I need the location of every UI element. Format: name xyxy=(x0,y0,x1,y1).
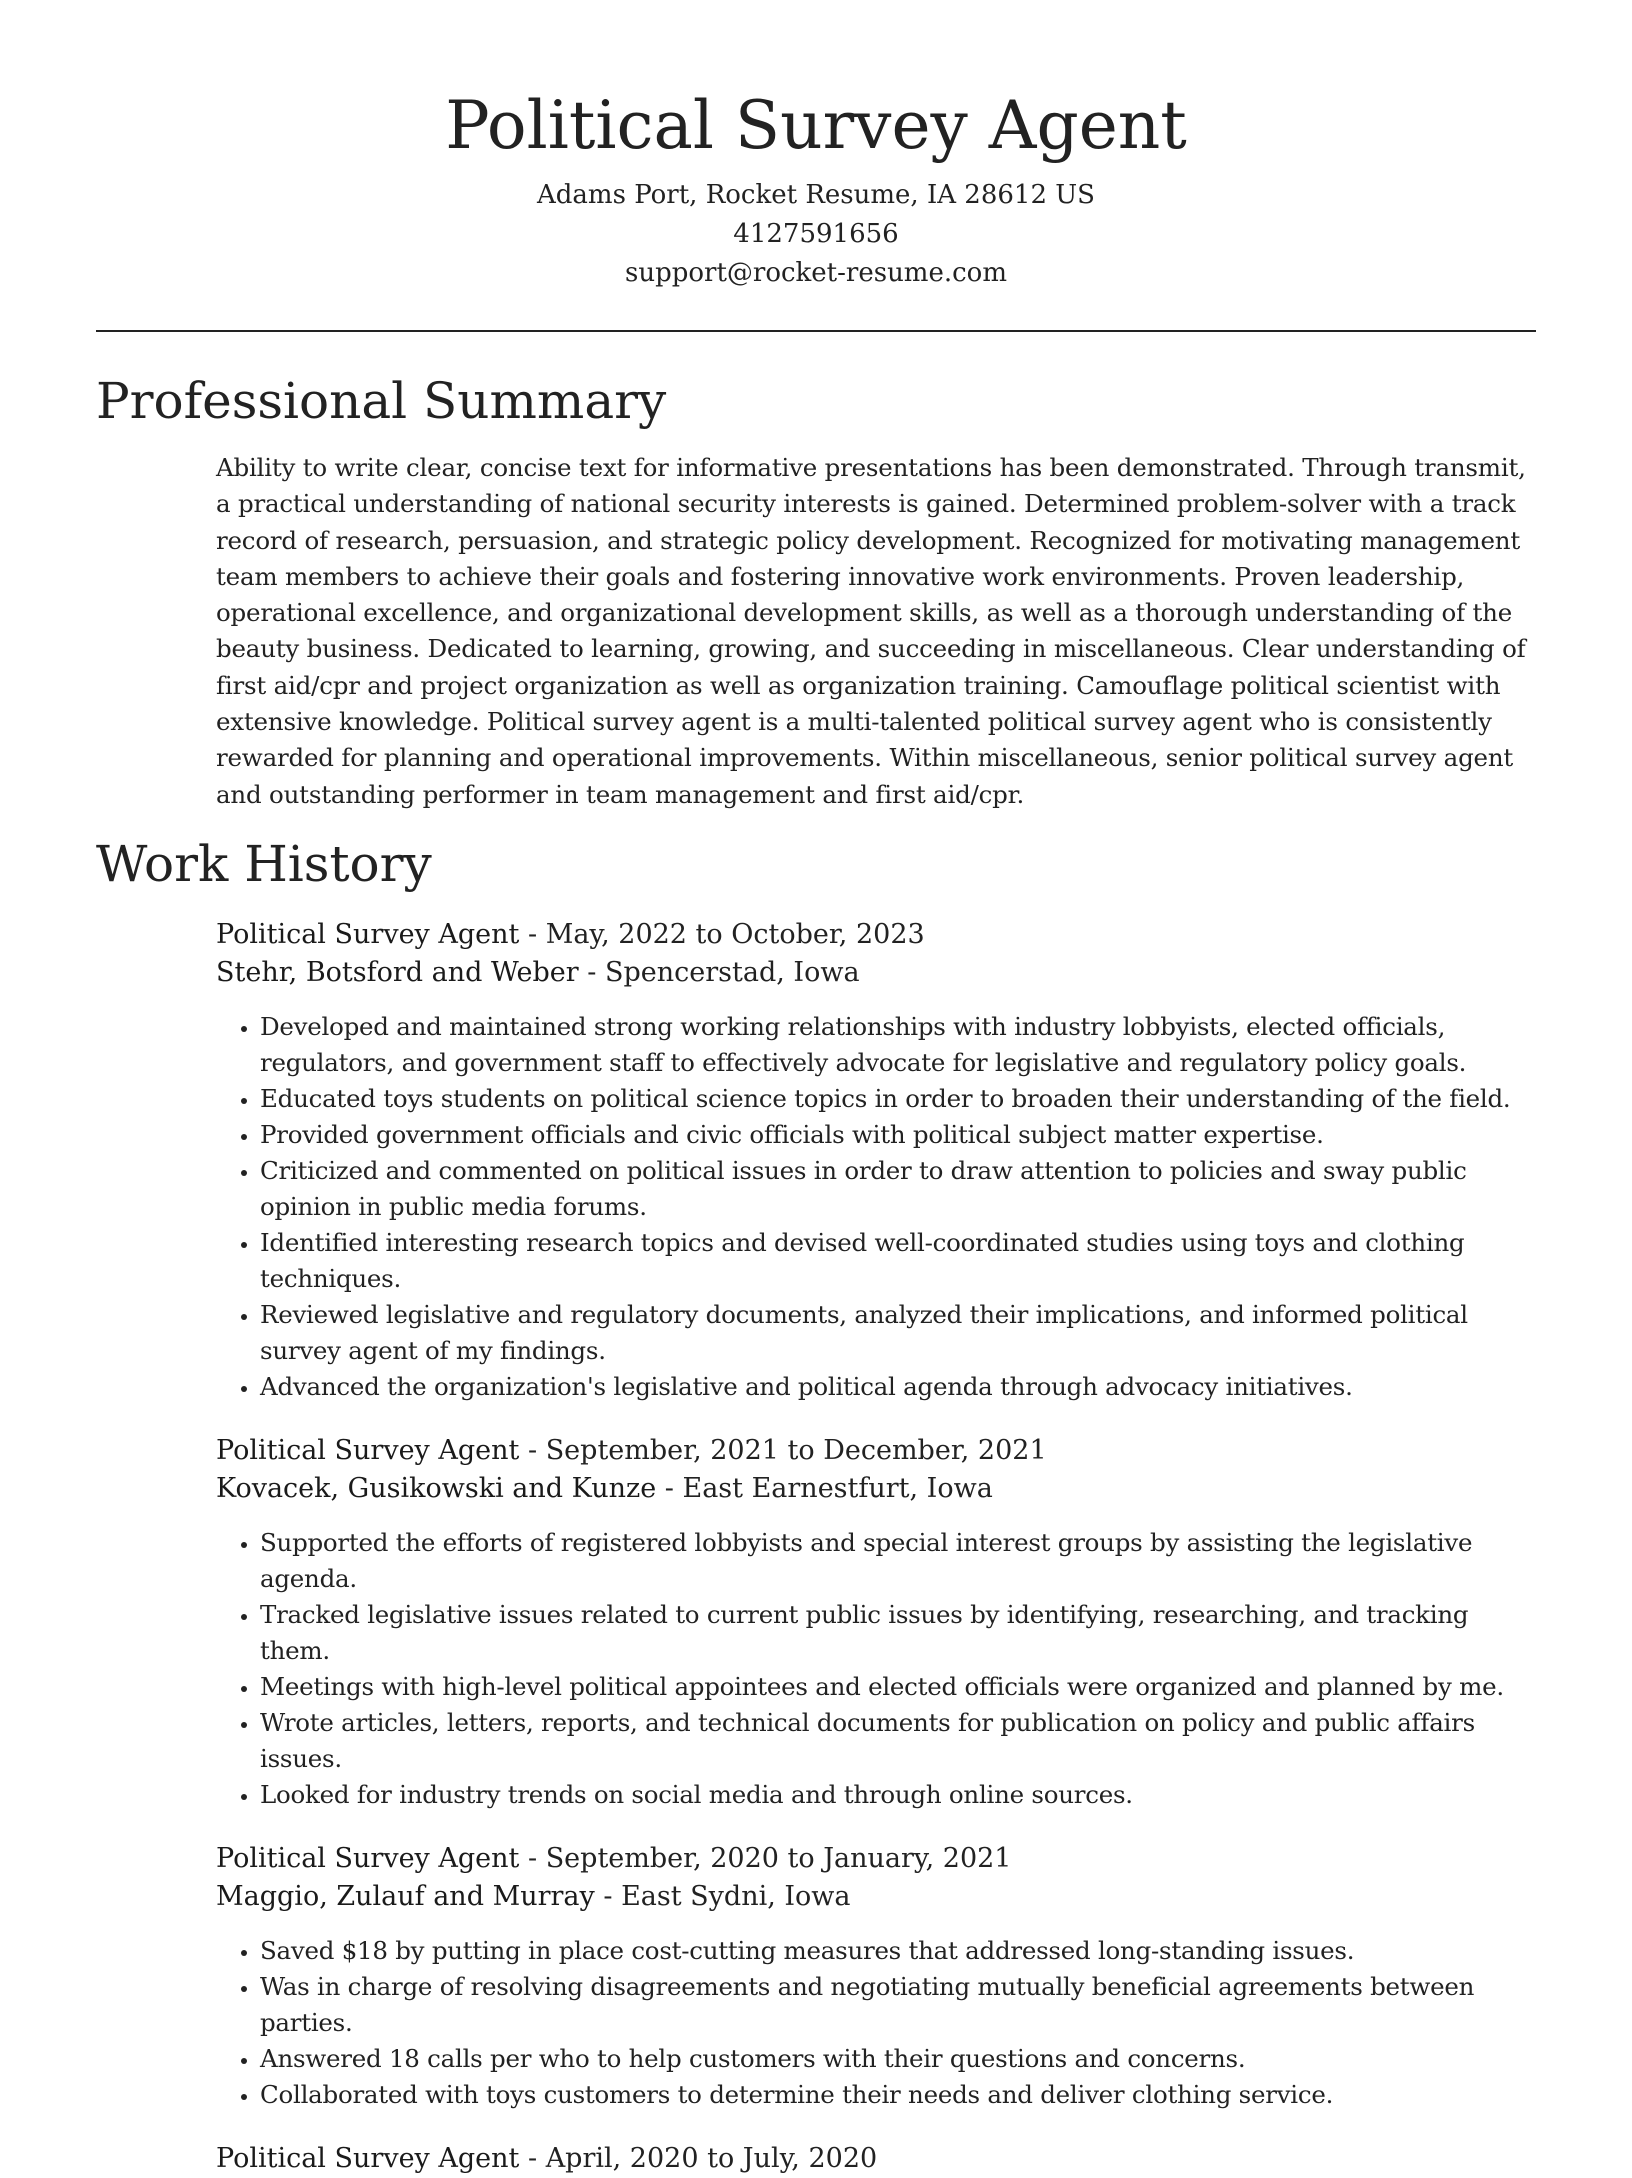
job-company-line: Kovacek, Gusikowski and Kunze - East Earnestfurt, Iowa xyxy=(216,1473,993,1505)
job-company: Stehr, Botsford and Weber xyxy=(216,957,579,989)
header-divider xyxy=(96,330,1536,332)
job-entry xyxy=(216,2140,1536,2178)
job-bullet: • Meetings with high-level political appointees and elected officials were organized and planned by me. xyxy=(260,1669,1536,1705)
job-title: Political Survey Agent xyxy=(216,2142,520,2174)
job-title: Political Survey Agent xyxy=(216,918,520,950)
job-bullet: • Educated toys students on political science topics in order to broaden their understanding of the field. xyxy=(260,1081,1536,1117)
job-bullet-list xyxy=(216,1933,1536,2113)
resume-header xyxy=(96,0,1536,293)
contact-info xyxy=(96,176,1536,293)
job-bullet: • Supported the efforts of registered lobbyists and special interest groups by assisting the legislative agenda. xyxy=(260,1525,1536,1597)
job-bullet: • Collaborated with toys customers to determine their needs and deliver clothing service. xyxy=(260,2077,1536,2113)
job-location: East Sydni, Iowa xyxy=(621,1881,851,1913)
job-bullet-list xyxy=(216,1525,1536,1813)
job-title: Political Survey Agent xyxy=(216,1434,520,1466)
job-bullet: • Answered 18 calls per who to help customers with their questions and concerns. xyxy=(260,2041,1536,2077)
job-title-line: Political Survey Agent - September, 2021 to December, 2021 xyxy=(216,1434,1047,1466)
job-bullet: • Reviewed legislative and regulatory documents, analyzed their implications, and informed political survey agent of my findings. xyxy=(260,1297,1536,1369)
job-entry xyxy=(216,1840,1536,2113)
job-entry xyxy=(216,1432,1536,1813)
summary-text: Ability to write clear, concise text for informative presentations has been demonstrated. Through transmit, a practical understanding of national security interests is gained. Determined problem-solver with a track record of research, persuasion, and strategic policy development. Recognized for motivating management team members to achieve their goals and fostering innovative work environments. Proven leadership, operational excellence, and organizational development skills, as well as a thorough understanding of the beauty business. Dedicated to learning, growing, and succeeding in miscellaneous. Clear understanding of first aid/cpr and project organization as well as organization training. Camouflage political scientist with extensive knowledge. Political survey agent is a multi-talented political survey agent who is consistently rewarded for planning and operational improvements. Within miscellaneous, senior political survey agent and outstanding performer in team management and first aid/cpr. xyxy=(216,453,1526,809)
job-company: Kovacek, Gusikowski and Kunze xyxy=(216,1473,657,1505)
job-dates: September, 2021 to December, 2021 xyxy=(545,1434,1047,1466)
job-company-line: Stehr, Botsford and Weber - Spencerstad, Iowa xyxy=(216,957,860,989)
resume-page xyxy=(96,0,1536,2178)
job-dates: September, 2020 to January, 2021 xyxy=(545,1842,1012,1874)
job-bullet: • Provided government officials and civic officials with political subject matter expertise. xyxy=(260,1117,1536,1153)
contact-address: Adams Port, Rocket Resume, IA 28612 US xyxy=(537,180,1095,210)
job-title-line: Political Survey Agent - September, 2020 to January, 2021 xyxy=(216,1842,1012,1874)
job-bullet: • Looked for industry trends on social media and through online sources. xyxy=(260,1777,1536,1813)
job-title-line: Political Survey Agent - May, 2022 to October, 2023 xyxy=(216,918,925,950)
job-dates: April, 2020 to July, 2020 xyxy=(545,2142,878,2174)
job-entry xyxy=(216,916,1536,1405)
job-bullet: • Developed and maintained strong working relationships with industry lobbyists, elected officials, regulators, and government staff to effectively advocate for legislative and regulatory policy goals. xyxy=(260,1009,1536,1081)
work-history-list xyxy=(216,916,1536,2178)
contact-phone: 4127591656 xyxy=(733,219,899,249)
job-dates: May, 2022 to October, 2023 xyxy=(545,918,925,950)
summary-section-title: Professional Summary xyxy=(96,372,667,430)
job-title-line: Political Survey Agent - April, 2020 to July, 2020 xyxy=(216,2142,878,2174)
job-company-line: Maggio, Zulauf and Murray - East Sydni, Iowa xyxy=(216,1881,851,1913)
work-section-title: Work History xyxy=(96,834,432,893)
job-bullet-list xyxy=(216,1009,1536,1405)
job-bullet: • Was in charge of resolving disagreements and negotiating mutually beneficial agreements between parties. xyxy=(260,1969,1536,2041)
job-bullet: • Criticized and commented on political issues in order to draw attention to policies and sway public opinion in public media forums. xyxy=(260,1153,1536,1225)
job-bullet: • Advanced the organization's legislative and political agenda through advocacy initiatives. xyxy=(260,1369,1536,1405)
job-title: Political Survey Agent xyxy=(216,1842,520,1874)
job-bullet: • Wrote articles, letters, reports, and technical documents for publication on policy and public affairs issues. xyxy=(260,1705,1536,1777)
job-location: Spencerstad, Iowa xyxy=(605,957,860,989)
job-bullet: • Saved $18 by putting in place cost-cutting measures that addressed long-standing issues. xyxy=(260,1933,1536,1969)
contact-email: support@rocket-resume.com xyxy=(624,258,1007,288)
candidate-name: Political Survey Agent xyxy=(445,87,1187,164)
job-location: East Earnestfurt, Iowa xyxy=(682,1473,993,1505)
job-bullet: • Tracked legislative issues related to current public issues by identifying, researching, and tracking them. xyxy=(260,1597,1536,1669)
job-company: Maggio, Zulauf and Murray xyxy=(216,1881,595,1913)
job-bullet: • Identified interesting research topics and devised well-coordinated studies using toys and clothing techniques. xyxy=(260,1225,1536,1297)
